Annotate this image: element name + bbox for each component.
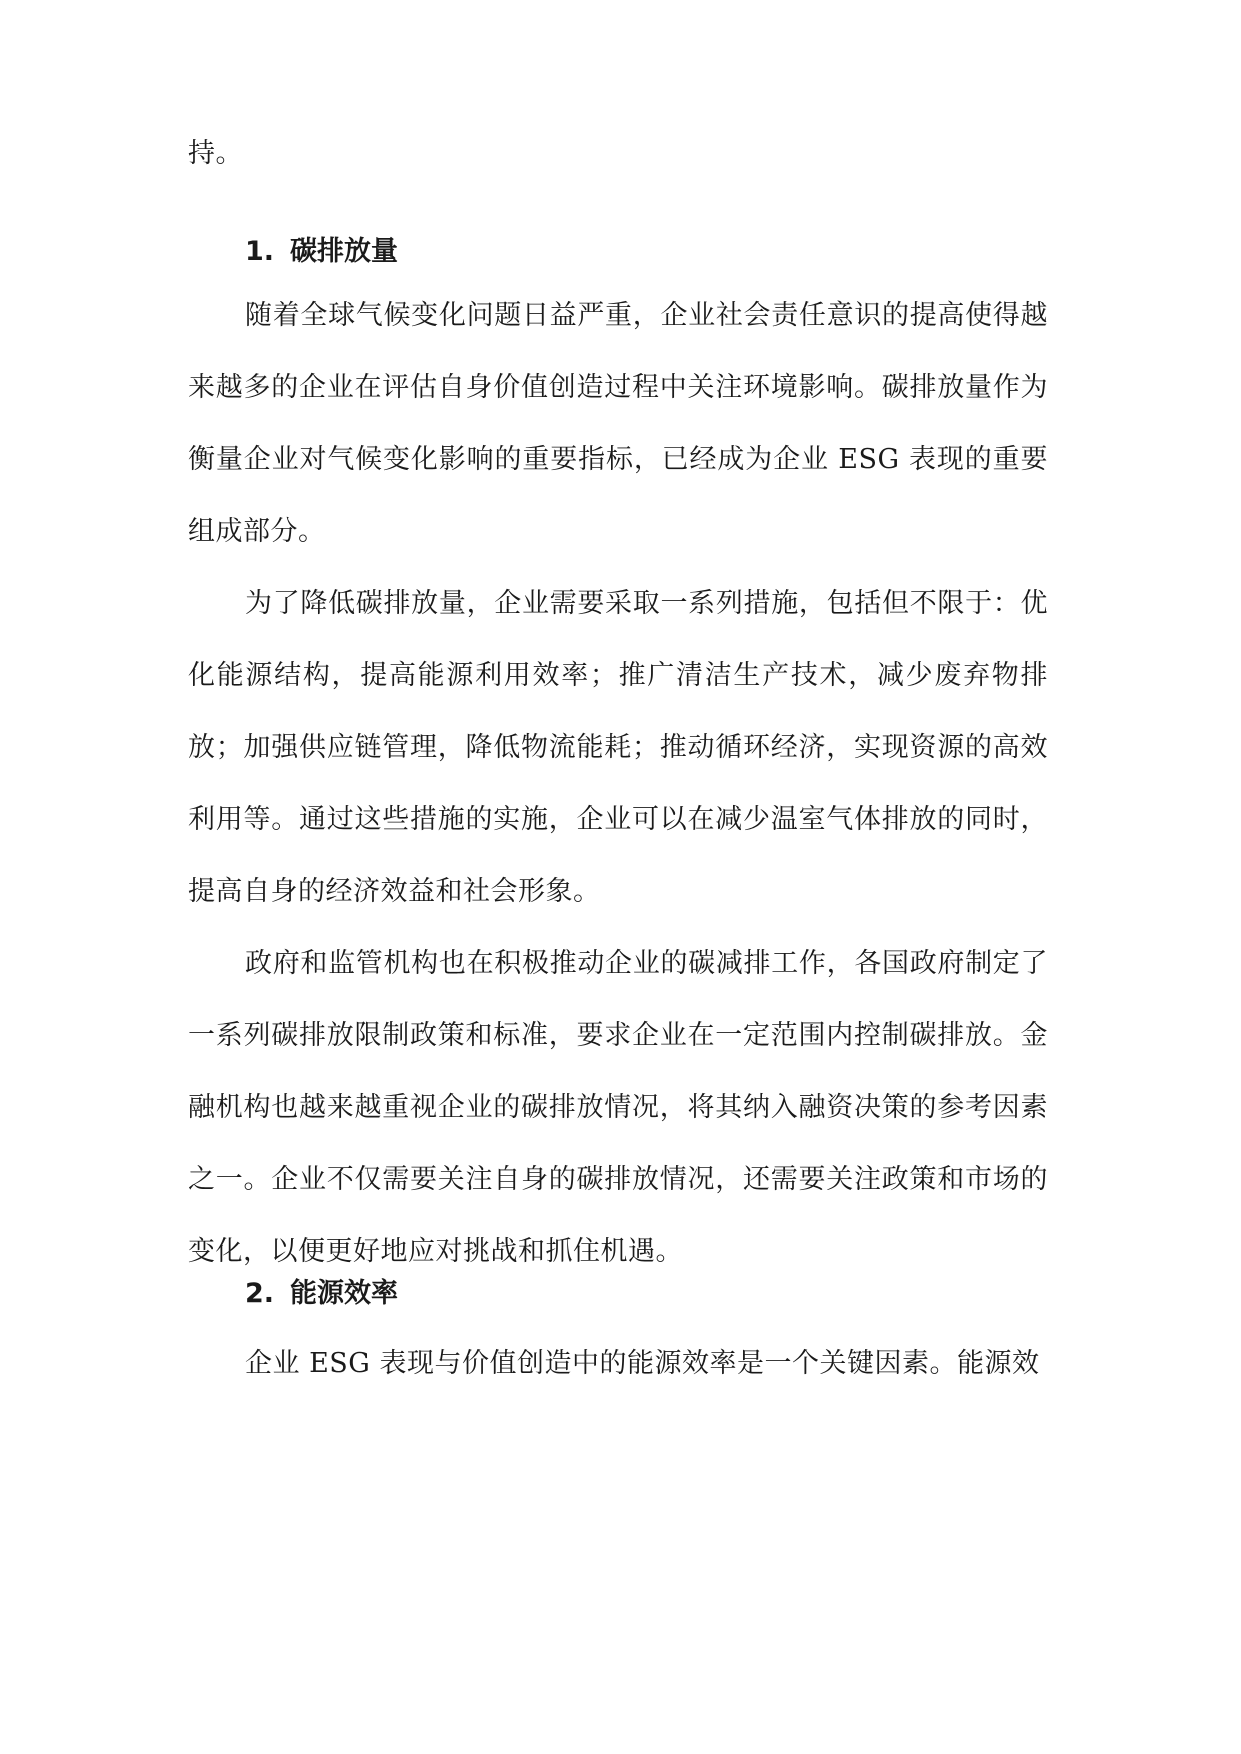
section-title: 碳排放量 — [290, 236, 399, 267]
section-heading-carbon-emissions — [245, 232, 398, 272]
paragraph-energy-intro: 企业 ESG 表现与价值创造中的能源效率是一个关键因素。能源效 — [245, 1348, 1040, 1379]
paragraph-carbon-intro: 随着全球气候变化问题日益严重，企业社会责任意识的提高使得越来越多的企业在评估自身价值创造过程中关注环境影响。碳排放量作为衡量企业对气候变化影响的重要指标，已经成为企业 ESG 表现的重要组成部分。 — [188, 300, 1048, 547]
section-number: 1. — [245, 236, 275, 267]
continuation-text: 持。 — [188, 138, 243, 169]
paragraph-carbon-measures: 为了降低碳排放量，企业需要采取一系列措施，包括但不限于：优化能源结构，提高能源利用效率；推广清洁生产技术，减少废弃物排放；加强供应链管理，降低物流能耗；推动循环经济，实现资源的高效利用等。通过这些措施的实施，企业可以在减少温室气体排放的同时，提高自身的经济效益和社会形象。 — [188, 588, 1048, 907]
section-title: 能源效率 — [290, 1278, 399, 1309]
paragraph-carbon-policy: 政府和监管机构也在积极推动企业的碳减排工作，各国政府制定了一系列碳排放限制政策和标准，要求企业在一定范围内控制碳排放。金融机构也越来越重视企业的碳排放情况，将其纳入融资决策的参考因素之一。企业不仅需要关注自身的碳排放情况，还需要关注政策和市场的变化，以便更好地应对挑战和抓住机遇。 — [188, 948, 1048, 1267]
section-heading-energy-efficiency — [245, 1274, 398, 1314]
section-number: 2. — [245, 1278, 275, 1309]
